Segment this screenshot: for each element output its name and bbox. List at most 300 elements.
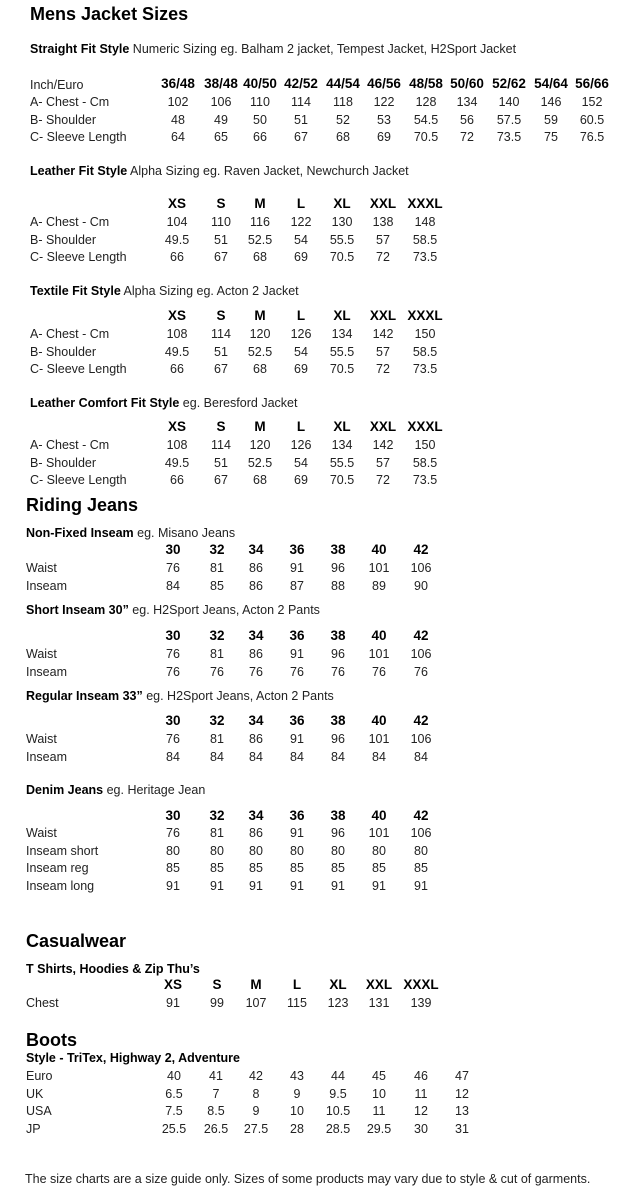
textile-fit-title-bold: Textile Fit Style — [30, 284, 121, 298]
leather-fit-cell: 70.5 — [329, 250, 355, 264]
casualwear-cell: 123 — [327, 996, 349, 1010]
regular-inseam-size-header: 42 — [413, 713, 429, 728]
leather-fit-cell: 58.5 — [412, 232, 438, 247]
textile-fit-cell: 69 — [294, 362, 308, 376]
leather-fit-size-header: M — [254, 196, 266, 211]
non-fixed-cell: 101 — [368, 561, 390, 575]
leather-comfort-size-header: M — [254, 419, 266, 434]
leather-comfort-cell: 55.5 — [329, 455, 355, 470]
leather-comfort-cell: 73.5 — [412, 473, 438, 487]
denim-cell: 91 — [166, 878, 180, 893]
denim-cell: 81 — [210, 826, 224, 840]
denim-row-label: Inseam short — [26, 843, 99, 858]
boots-cell: 44 — [331, 1069, 345, 1083]
textile-fit-cell: 73.5 — [412, 362, 438, 376]
regular-inseam-cell: 84 — [166, 749, 180, 764]
leather-comfort-size-header: L — [296, 419, 306, 434]
boots-cell: 47 — [455, 1069, 469, 1083]
non-fixed-row-label: Inseam — [26, 578, 67, 593]
leather-fit-cell: 57 — [376, 232, 390, 247]
leather-fit-cell: 110 — [211, 215, 231, 229]
denim-cell: 91 — [290, 826, 304, 840]
regular-inseam-cell: 91 — [290, 732, 304, 746]
boots-cell: 7.5 — [165, 1104, 183, 1118]
leather-fit-size-header: L — [296, 196, 306, 211]
denim-cell: 91 — [249, 878, 263, 893]
textile-fit-size-header: L — [296, 308, 306, 323]
denim-cell: 91 — [331, 878, 345, 893]
non-fixed-cell: 87 — [290, 578, 304, 593]
casualwear-subtitle: T Shirts, Hoodies & Zip Thu’s — [26, 962, 200, 976]
short-inseam-size-header: 42 — [413, 628, 429, 643]
denim-cell: 91 — [414, 878, 428, 893]
leather-comfort-cell: 150 — [414, 438, 436, 452]
denim-cell: 85 — [372, 861, 386, 875]
boots-row-label: Euro — [26, 1069, 53, 1083]
straight-fit-size-header: 56/66 — [575, 76, 609, 91]
leather-comfort-size-header: XL — [333, 419, 351, 434]
denim-size-header: 42 — [413, 808, 429, 823]
straight-fit-cell: 57.5 — [496, 112, 522, 127]
non-fixed-size-header: 40 — [371, 542, 387, 557]
boots-cell: 28.5 — [325, 1121, 351, 1136]
boots-row-label: UK — [26, 1086, 44, 1101]
straight-fit-cell: 75 — [544, 130, 558, 144]
short-inseam-cell: 81 — [210, 647, 224, 661]
straight-fit-size-header: 50/60 — [450, 76, 484, 91]
boots-cell: 31 — [455, 1121, 469, 1136]
denim-cell: 80 — [372, 843, 386, 858]
textile-fit-cell: 108 — [166, 327, 188, 341]
regular-inseam-cell: 96 — [331, 732, 345, 746]
straight-fit-size-header: 46/56 — [367, 76, 401, 91]
textile-fit-cell: 49.5 — [164, 344, 190, 359]
textile-fit-cell: 68 — [253, 362, 267, 376]
denim-row-label: Waist — [26, 826, 57, 840]
leather-fit-cell: 116 — [250, 215, 270, 229]
textile-fit-cell: 51 — [214, 344, 228, 359]
straight-fit-title-rest: Numeric Sizing eg. Balham 2 jacket, Tempest Jacket, H2Sport Jacket — [129, 42, 517, 56]
denim-size-header: 38 — [330, 808, 346, 823]
regular-inseam-row-label: Waist — [26, 732, 57, 746]
boots-cell: 12 — [455, 1086, 469, 1101]
denim-size-header: 36 — [289, 808, 305, 823]
boots-cell: 11 — [414, 1086, 428, 1101]
non-fixed-cell: 106 — [410, 561, 432, 575]
leather-fit-title-rest: Alpha Sizing eg. Raven Jacket, Newchurch Jacket — [127, 164, 409, 178]
casualwear-row-label: Chest — [26, 996, 59, 1010]
textile-fit-size-header: XS — [167, 308, 187, 323]
short-inseam-cell: 76 — [290, 664, 304, 679]
regular-inseam-size-header: 40 — [371, 713, 387, 728]
regular-inseam-cell: 76 — [166, 732, 180, 746]
regular-inseam-title — [26, 689, 334, 703]
short-inseam-row-label: Inseam — [26, 664, 67, 679]
casualwear-cell: 131 — [368, 996, 390, 1010]
non-fixed-cell: 86 — [249, 578, 263, 593]
denim-cell: 80 — [166, 843, 180, 858]
leather-comfort-cell: 108 — [166, 438, 188, 452]
straight-fit-cell: 59 — [544, 112, 558, 127]
denim-cell: 85 — [249, 861, 263, 875]
boots-cell: 8.5 — [207, 1104, 225, 1118]
denim-cell: 96 — [331, 826, 345, 840]
non-fixed-title — [26, 526, 235, 540]
non-fixed-cell: 88 — [331, 578, 345, 593]
short-inseam-title-rest: eg. H2Sport Jeans, Acton 2 Pants — [128, 603, 320, 617]
textile-fit-cell: 58.5 — [412, 344, 438, 359]
leather-fit-cell: 138 — [372, 215, 394, 229]
leather-comfort-cell: 114 — [211, 438, 231, 452]
casualwear-cell: 99 — [210, 996, 224, 1010]
leather-fit-cell: 52.5 — [247, 232, 273, 247]
leather-fit-cell: 69 — [294, 250, 308, 264]
boots-row-label: JP — [26, 1121, 41, 1136]
denim-cell: 76 — [166, 826, 180, 840]
straight-fit-cell: 152 — [581, 95, 603, 109]
straight-fit-cell: 106 — [210, 95, 232, 109]
denim-cell: 85 — [166, 861, 180, 875]
leather-fit-row-label: B- Shoulder — [30, 232, 97, 247]
straight-fit-cell: 52 — [336, 112, 350, 127]
textile-fit-cell: 55.5 — [329, 344, 355, 359]
non-fixed-size-header: 34 — [248, 542, 264, 557]
leather-fit-size-header: XXXL — [407, 196, 443, 211]
non-fixed-size-header: 38 — [330, 542, 346, 557]
leather-fit-cell: 130 — [331, 215, 353, 229]
leather-fit-cell: 67 — [214, 250, 228, 264]
denim-size-header: 30 — [165, 808, 181, 823]
casualwear-size-header: XL — [329, 977, 347, 992]
regular-inseam-cell: 84 — [331, 749, 345, 764]
leather-fit-cell: 49.5 — [164, 232, 190, 247]
boots-row-label: USA — [26, 1104, 52, 1118]
textile-fit-cell: 120 — [249, 327, 271, 341]
straight-fit-cell: 110 — [250, 95, 270, 109]
leather-comfort-cell: 142 — [372, 438, 394, 452]
boots-cell: 9 — [252, 1104, 260, 1118]
textile-fit-cell: 114 — [211, 327, 231, 341]
regular-inseam-cell: 84 — [249, 749, 263, 764]
boots-cell: 43 — [290, 1069, 304, 1083]
textile-fit-cell: 52.5 — [247, 344, 273, 359]
straight-fit-cell: 134 — [456, 95, 478, 109]
short-inseam-cell: 76 — [372, 664, 386, 679]
non-fixed-size-header: 32 — [209, 542, 225, 557]
boots-cell: 6.5 — [165, 1086, 183, 1101]
straight-fit-cell: 118 — [333, 95, 353, 109]
leather-fit-cell: 73.5 — [412, 250, 438, 264]
regular-inseam-title-rest: eg. H2Sport Jeans, Acton 2 Pants — [142, 689, 334, 703]
non-fixed-cell: 76 — [166, 561, 180, 575]
straight-fit-cell: 114 — [291, 95, 311, 109]
leather-comfort-cell: 72 — [376, 473, 390, 487]
boots-cell: 10 — [290, 1104, 304, 1118]
casualwear-cell: 107 — [245, 996, 267, 1010]
short-inseam-cell: 106 — [410, 647, 432, 661]
straight-fit-size-header: 44/54 — [326, 76, 360, 91]
leather-comfort-row-label: C- Sleeve Length — [30, 473, 127, 487]
straight-fit-size-header: 36/48 — [161, 76, 195, 91]
boots-cell: 9 — [293, 1086, 301, 1101]
leather-comfort-cell: 58.5 — [412, 455, 438, 470]
boots-cell: 12 — [414, 1104, 428, 1118]
non-fixed-title-rest: eg. Misano Jeans — [133, 526, 236, 540]
non-fixed-cell: 86 — [249, 561, 263, 575]
leather-comfort-size-header: XXL — [369, 419, 397, 434]
leather-fit-cell: 68 — [253, 250, 267, 264]
straight-fit-cell: 140 — [498, 95, 520, 109]
textile-fit-cell: 134 — [331, 327, 353, 341]
leather-fit-cell: 55.5 — [329, 232, 355, 247]
leather-fit-cell: 54 — [294, 232, 308, 247]
boots-subtitle: Style - TriTex, Highway 2, Adventure — [26, 1051, 240, 1065]
regular-inseam-cell: 84 — [210, 749, 224, 764]
non-fixed-size-header: 30 — [165, 542, 181, 557]
boots-heading: Boots — [26, 1030, 77, 1050]
casualwear-size-header: XXL — [365, 977, 393, 992]
denim-cell: 91 — [290, 878, 304, 893]
textile-fit-cell: 142 — [372, 327, 394, 341]
denim-cell: 80 — [414, 843, 428, 858]
boots-cell: 29.5 — [366, 1121, 392, 1136]
regular-inseam-cell: 81 — [210, 732, 224, 746]
textile-fit-size-header: S — [216, 308, 226, 323]
leather-comfort-cell: 120 — [249, 438, 271, 452]
leather-fit-cell: 122 — [290, 215, 312, 229]
straight-fit-cell: 146 — [540, 95, 562, 109]
denim-size-header: 32 — [209, 808, 225, 823]
textile-fit-cell: 54 — [294, 344, 308, 359]
non-fixed-row-label: Waist — [26, 561, 57, 575]
short-inseam-cell: 76 — [414, 664, 428, 679]
straight-fit-cell: 70.5 — [413, 130, 439, 144]
leather-fit-cell: 148 — [414, 215, 436, 229]
boots-cell: 30 — [414, 1121, 428, 1136]
denim-title-bold: Denim Jeans — [26, 783, 104, 797]
short-inseam-cell: 91 — [290, 647, 304, 661]
leather-comfort-cell: 67 — [214, 473, 228, 487]
straight-fit-cell: 67 — [294, 130, 308, 144]
leather-fit-cell: 104 — [166, 215, 188, 229]
straight-fit-cell: 73.5 — [496, 130, 522, 144]
regular-inseam-row-label: Inseam — [26, 749, 67, 764]
textile-fit-row-label: A- Chest - Cm — [30, 327, 110, 341]
denim-cell: 106 — [410, 826, 432, 840]
regular-inseam-size-header: 34 — [248, 713, 264, 728]
short-inseam-size-header: 40 — [371, 628, 387, 643]
denim-row-label: Inseam long — [26, 878, 95, 893]
straight-fit-size-header: 40/50 — [243, 76, 277, 91]
straight-fit-cell: 65 — [214, 130, 228, 144]
denim-cell: 80 — [290, 843, 304, 858]
textile-fit-cell: 70.5 — [329, 362, 355, 376]
denim-cell: 86 — [249, 826, 263, 840]
non-fixed-title-bold: Non-Fixed Inseam — [26, 526, 134, 540]
non-fixed-cell: 81 — [210, 561, 224, 575]
leather-comfort-cell: 134 — [331, 438, 353, 452]
leather-comfort-cell: 54 — [294, 455, 308, 470]
regular-inseam-cell: 86 — [249, 732, 263, 746]
short-inseam-title-bold: Short Inseam 30” — [26, 603, 129, 617]
straight-fit-row-label: B- Shoulder — [30, 112, 97, 127]
regular-inseam-cell: 84 — [414, 749, 428, 764]
straight-fit-cell: 72 — [460, 130, 474, 144]
straight-fit-size-header: 48/58 — [409, 76, 443, 91]
leather-comfort-cell: 57 — [376, 455, 390, 470]
leather-fit-size-header: S — [216, 196, 226, 211]
leather-comfort-size-header: XS — [167, 419, 187, 434]
leather-comfort-title-bold: Leather Comfort Fit Style — [30, 396, 180, 410]
casualwear-cell: 139 — [410, 996, 432, 1010]
short-inseam-cell: 76 — [210, 664, 224, 679]
boots-cell: 9.5 — [329, 1086, 347, 1101]
boots-cell: 28 — [290, 1121, 304, 1136]
boots-cell: 10.5 — [325, 1104, 351, 1118]
straight-fit-title — [30, 42, 516, 56]
leather-fit-row-label: A- Chest - Cm — [30, 215, 110, 229]
short-inseam-cell: 86 — [249, 647, 263, 661]
denim-cell: 85 — [414, 861, 428, 875]
leather-fit-cell: 51 — [214, 232, 228, 247]
leather-comfort-cell: 69 — [294, 473, 308, 487]
denim-size-header: 34 — [248, 808, 264, 823]
textile-fit-title — [30, 284, 299, 298]
textile-fit-cell: 126 — [290, 327, 312, 341]
short-inseam-cell: 76 — [166, 664, 180, 679]
boots-cell: 45 — [372, 1069, 386, 1083]
straight-fit-cell: 51 — [294, 112, 308, 127]
regular-inseam-cell: 101 — [368, 732, 390, 746]
non-fixed-cell: 84 — [166, 578, 180, 593]
textile-fit-size-header: XL — [333, 308, 351, 323]
leather-fit-title-bold: Leather Fit Style — [30, 164, 128, 178]
boots-cell: 46 — [414, 1069, 428, 1083]
short-inseam-size-header: 34 — [248, 628, 264, 643]
straight-fit-size-header: 38/48 — [204, 76, 238, 91]
straight-fit-cell: 50 — [253, 112, 267, 127]
straight-fit-cell: 66 — [253, 130, 267, 144]
leather-comfort-cell: 66 — [170, 473, 184, 487]
textile-fit-size-header: XXXL — [407, 308, 443, 323]
boots-cell: 13 — [455, 1104, 469, 1118]
non-fixed-cell: 96 — [331, 561, 345, 575]
denim-cell: 80 — [249, 843, 263, 858]
regular-inseam-size-header: 32 — [209, 713, 225, 728]
denim-cell: 85 — [331, 861, 345, 875]
denim-cell: 80 — [331, 843, 345, 858]
boots-cell: 26.5 — [203, 1121, 229, 1136]
casualwear-size-header: XXXL — [403, 977, 439, 992]
denim-size-header: 40 — [371, 808, 387, 823]
boots-cell: 41 — [209, 1069, 223, 1083]
short-inseam-size-header: 38 — [330, 628, 346, 643]
non-fixed-cell: 85 — [210, 578, 224, 593]
leather-fit-row-label: C- Sleeve Length — [30, 250, 127, 264]
leather-comfort-size-header: XXXL — [407, 419, 443, 434]
straight-fit-size-header: 54/64 — [534, 76, 568, 91]
straight-fit-cell: 54.5 — [413, 112, 439, 127]
straight-fit-cell: 122 — [373, 95, 395, 109]
short-inseam-cell: 76 — [166, 647, 180, 661]
non-fixed-size-header: 42 — [413, 542, 429, 557]
straight-fit-cell: 128 — [415, 95, 437, 109]
regular-inseam-cell: 106 — [410, 732, 432, 746]
straight-fit-cell: 49 — [214, 112, 228, 127]
casualwear-size-header: XS — [163, 977, 183, 992]
short-inseam-cell: 96 — [331, 647, 345, 661]
short-inseam-size-header: 36 — [289, 628, 305, 643]
denim-title-rest: eg. Heritage Jean — [103, 783, 206, 797]
casualwear-size-header: L — [292, 977, 302, 992]
casualwear-heading: Casualwear — [26, 931, 127, 951]
short-inseam-cell: 76 — [331, 664, 345, 679]
denim-row-label: Inseam reg — [26, 861, 89, 875]
straight-fit-cell: 76.5 — [579, 130, 605, 144]
leather-fit-size-header: XXL — [369, 196, 397, 211]
boots-cell: 42 — [249, 1069, 263, 1083]
leather-comfort-title — [30, 396, 297, 410]
textile-fit-size-header: XXL — [369, 308, 397, 323]
boots-cell: 40 — [167, 1069, 181, 1083]
denim-cell: 85 — [290, 861, 304, 875]
textile-fit-cell: 150 — [414, 327, 436, 341]
textile-fit-cell: 57 — [376, 344, 390, 359]
leather-comfort-size-header: S — [216, 419, 226, 434]
leather-fit-cell: 72 — [376, 250, 390, 264]
straight-fit-cell: 102 — [167, 95, 189, 109]
non-fixed-cell: 91 — [290, 561, 304, 575]
regular-inseam-size-header: 36 — [289, 713, 305, 728]
leather-comfort-cell: 68 — [253, 473, 267, 487]
short-inseam-cell: 101 — [368, 647, 390, 661]
leather-comfort-title-rest: eg. Beresford Jacket — [179, 396, 298, 410]
straight-fit-title-bold: Straight Fit Style — [30, 42, 130, 56]
leather-comfort-row-label: A- Chest - Cm — [30, 438, 110, 452]
straight-fit-size-header: 42/52 — [284, 76, 318, 91]
straight-fit-size-header: 52/62 — [492, 76, 526, 91]
short-inseam-size-header: 30 — [165, 628, 181, 643]
straight-fit-cell: 64 — [171, 130, 185, 144]
denim-cell: 91 — [372, 878, 386, 893]
leather-fit-title — [30, 164, 409, 178]
footer-note: The size charts are a size guide only. Sizes of some products may vary due to style & cut of garments. — [25, 1172, 591, 1186]
non-fixed-size-header: 36 — [289, 542, 305, 557]
short-inseam-title — [26, 603, 320, 617]
page-title: Mens Jacket Sizes — [30, 4, 189, 24]
leather-comfort-row-label: B- Shoulder — [30, 455, 97, 470]
leather-comfort-cell: 49.5 — [164, 455, 190, 470]
denim-cell: 91 — [210, 878, 224, 893]
boots-cell: 27.5 — [243, 1121, 269, 1136]
straight-fit-row-label: A- Chest - Cm — [30, 95, 110, 109]
denim-cell: 101 — [368, 826, 390, 840]
denim-cell: 85 — [210, 861, 224, 875]
textile-fit-cell: 72 — [376, 362, 390, 376]
leather-comfort-cell: 70.5 — [329, 473, 355, 487]
casualwear-cell: 115 — [287, 996, 307, 1010]
riding-jeans-heading: Riding Jeans — [26, 495, 139, 515]
straight-fit-cell: 60.5 — [579, 112, 605, 127]
boots-cell: 10 — [372, 1086, 386, 1101]
straight-fit-cell: 48 — [171, 112, 185, 127]
regular-inseam-size-header: 38 — [330, 713, 346, 728]
short-inseam-cell: 76 — [249, 664, 263, 679]
straight-fit-cell: 69 — [377, 130, 391, 144]
leather-fit-size-header: XS — [167, 196, 187, 211]
casualwear-cell: 91 — [166, 996, 180, 1010]
boots-cell: 7 — [212, 1086, 220, 1101]
